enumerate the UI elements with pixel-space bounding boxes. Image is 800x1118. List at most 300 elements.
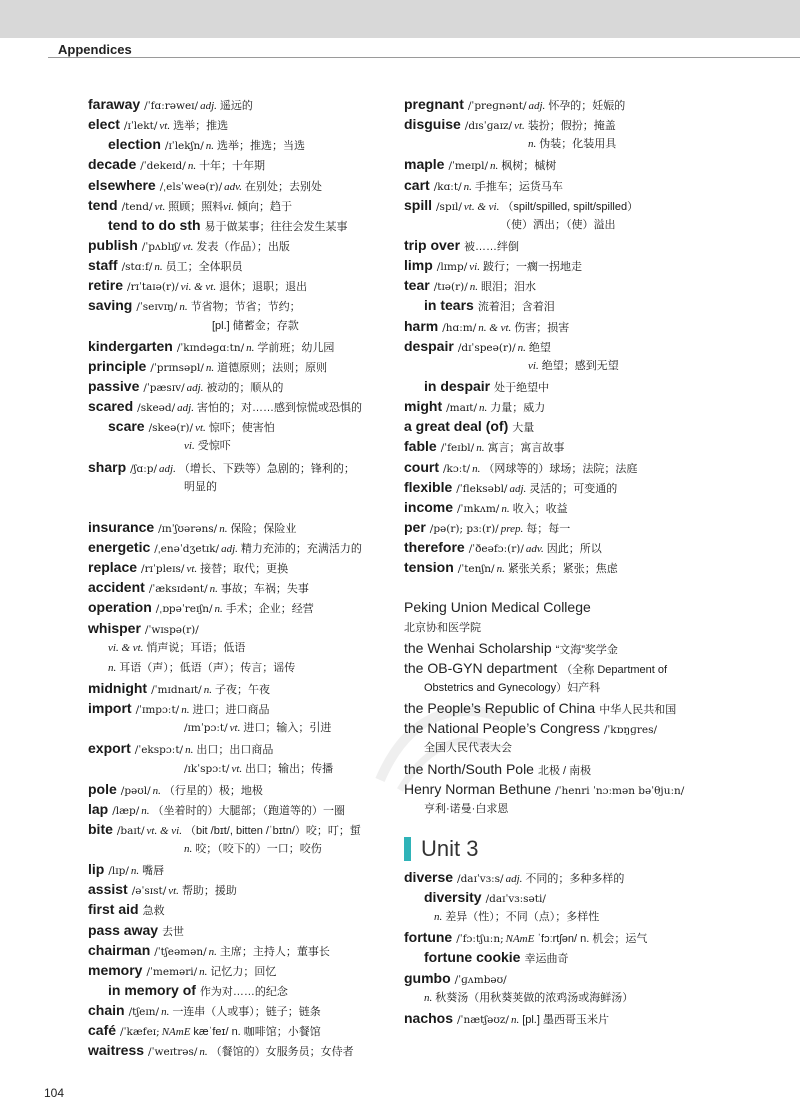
glossary-entry [88, 396, 406, 416]
headword: chairman [88, 941, 151, 958]
meaning: 子夜；午夜 [214, 683, 270, 696]
glossary-entry [88, 175, 406, 195]
glossary-entry [88, 517, 406, 537]
phonetic: /lɪmp/ [436, 261, 468, 274]
glossary-entry [88, 618, 406, 638]
meaning: “文海”奖学金 [555, 643, 618, 656]
part-of-speech: adj. [528, 100, 546, 112]
headword: therefore [404, 539, 465, 556]
phonetic: /pəʊl/ [120, 784, 151, 797]
glossary-entry [88, 537, 406, 557]
meaning: 装扮；假扮；掩盖 [527, 120, 616, 133]
meaning: 因此；所以 [546, 543, 602, 556]
entry-continuation [404, 678, 764, 698]
headword: disguise [404, 116, 461, 133]
glossary-entry [404, 235, 764, 255]
glossary-entry [88, 235, 406, 255]
meaning: 受惊吓 [197, 440, 231, 453]
part-of-speech: adj. [221, 542, 238, 555]
phonetic: /ˌenəˈdʒetɪk/ [154, 542, 220, 555]
header-rule [48, 57, 800, 58]
phonetic: /ˈɡʌmbəʊ/ [454, 973, 507, 986]
meaning: 作为对……的纪念 [199, 986, 288, 999]
headword: flexible [404, 478, 453, 495]
part-of-speech: vt. [514, 120, 525, 133]
phonetic: /baɪt/ [116, 824, 145, 837]
unit-title: Unit 3 [421, 835, 479, 861]
headword: assist [88, 881, 128, 898]
phonetic: /ˈmeɪpl/ [448, 160, 489, 173]
headword: spill [404, 196, 433, 213]
meaning: 力量；威力 [490, 402, 546, 415]
part-of-speech: vt. & vi. [463, 200, 500, 213]
meaning: 出口；输出；传播 [245, 762, 334, 775]
headword: despair [404, 337, 454, 354]
phonetic: /ˈpæsɪv/ [143, 381, 185, 394]
glossary-entry [404, 927, 764, 947]
meaning: （bit /bɪt/, bitten /ˈbɪtn/）咬；叮；蜇 [184, 824, 361, 837]
part-of-speech: prep. [500, 522, 524, 535]
headword: café [88, 1022, 117, 1039]
part-of-speech: n. [510, 1013, 520, 1026]
phonetic: /ˈðeəfɔː(r)/ [468, 543, 524, 556]
phonetic: /ˈkæfeɪ; [120, 1026, 160, 1039]
meaning: 被……绊倒 [464, 240, 520, 253]
meaning: （行星的）极；地极 [163, 784, 263, 797]
headword: fortune cookie [424, 949, 521, 966]
headword: tear [404, 277, 430, 294]
proper-noun-entry [404, 718, 764, 738]
glossary-entry [404, 94, 764, 114]
section-gap [404, 577, 764, 597]
glossary-entry [88, 94, 406, 114]
meaning: 收入；收益 [512, 502, 568, 515]
headword: sharp [88, 458, 127, 475]
glossary-entry [88, 134, 406, 154]
meaning: [pl.] 墨西哥玉米片 [522, 1013, 609, 1026]
meaning: 伤害；损害 [514, 321, 570, 334]
phonetic: /ˈɪnkʌm/ [457, 502, 500, 515]
part-of-speech: NAmE [505, 933, 535, 946]
meaning: 亨利·诺曼·白求恩 [424, 802, 509, 815]
part-of-speech: adj. [505, 872, 523, 885]
meaning: ˈfɔːrtʃən/ n. 机会；运气 [537, 933, 648, 946]
part-of-speech: vi. [223, 200, 234, 213]
part-of-speech: n. [478, 402, 488, 415]
part-of-speech: n. [187, 160, 197, 173]
part-of-speech: adv. [224, 180, 242, 193]
headword: per [404, 518, 426, 535]
glossary-entry [88, 577, 406, 597]
headword: election [108, 136, 161, 153]
meaning: 伪装；化装用具 [539, 138, 617, 151]
meaning: 易于做某事；往往会发生某事 [204, 220, 348, 233]
phonetic: /ɪnˈʃʊərəns/ [158, 522, 218, 535]
glossary-entry [404, 416, 764, 436]
meaning: 悄声说；耳语；低语 [146, 641, 246, 654]
meaning: 道德原则；法则；原则 [217, 361, 328, 374]
phonetic: /maɪt/ [446, 402, 477, 415]
phonetic: /dɪˈspeə(r)/ [457, 341, 516, 354]
glossary-entry [88, 154, 406, 174]
headword: pass away [88, 921, 159, 938]
part-of-speech: n. [496, 563, 505, 576]
phonetic: /ˈhenri ˈnɔːmən bəˈθjuːn/ [555, 784, 685, 797]
entry-continuation [404, 215, 764, 235]
meaning: 手推车；运货马车 [474, 180, 563, 193]
phonetic: /ˈæksɪdənt/ [148, 583, 208, 596]
entry-continuation [404, 738, 764, 758]
part-of-speech: n. [179, 301, 188, 314]
glossary-entry [404, 436, 764, 456]
headword: staff [88, 257, 118, 274]
meaning: kæˈfeɪ/ n. 咖啡馆；小餐馆 [193, 1026, 321, 1039]
phonetic: /əˈsɪst/ [131, 885, 167, 898]
headword: fable [404, 438, 437, 455]
glossary-entry [88, 920, 406, 940]
part-of-speech: vt. [168, 885, 179, 898]
part-of-speech: vi. & vt. [108, 641, 144, 654]
glossary-entry [88, 275, 406, 295]
headword: trip over [404, 236, 461, 253]
headword: in tears [424, 297, 474, 314]
proper-noun-entry [404, 597, 764, 617]
headword: waitress [88, 1042, 145, 1059]
meaning: 全国人民代表大会 [424, 742, 512, 755]
phonetic: /ɪˈlekt/ [123, 120, 158, 133]
meaning: 北极 / 南极 [537, 764, 592, 777]
meaning: 耳语（声）；低语（声）；传言；谣传 [119, 661, 296, 674]
entry-continuation [88, 316, 406, 336]
meaning: 幸运曲奇 [524, 953, 569, 966]
part-of-speech: n. [205, 361, 215, 374]
part-of-speech: n. [203, 683, 212, 696]
meaning: 选举；推选；当选 [217, 140, 306, 153]
part-of-speech: n. [185, 744, 194, 757]
glossary-entry [404, 195, 764, 215]
meaning: 差异（性）；不同（点）；多样性 [445, 911, 600, 924]
section-title: Appendices [58, 42, 132, 57]
meaning: 害怕的；对……感到惊慌或恐惧的 [196, 402, 362, 415]
proper-noun-entry [404, 698, 764, 718]
meaning: 退休；退职；退出 [219, 281, 308, 294]
headword: maple [404, 156, 445, 173]
headword: replace [88, 559, 138, 576]
glossary-entry [404, 275, 764, 295]
meaning: 怀孕的；妊娠的 [548, 100, 626, 112]
glossary-entry [404, 537, 764, 557]
part-of-speech: n. [469, 281, 479, 294]
glossary-entry [88, 597, 406, 617]
headword: decade [88, 156, 137, 173]
phonetic: /ˌelsˈweə(r)/ [159, 180, 223, 193]
phonetic: /ˈprɪnsəpl/ [150, 361, 204, 374]
meaning: 中华人民共和国 [599, 704, 677, 717]
page-number: 104 [44, 1086, 65, 1100]
glossary-entry [88, 195, 406, 215]
proper-noun: the National People’s Congress [404, 720, 600, 737]
glossary-entry [404, 295, 764, 315]
part-of-speech: vt. [159, 120, 171, 133]
meaning: 惊吓；使害怕 [208, 422, 275, 435]
glossary-entry [404, 968, 764, 988]
entry-continuation [404, 907, 764, 927]
headword: pregnant [404, 96, 464, 112]
glossary-entry [88, 738, 406, 758]
phonetic: /ˈpʌblɪʃ/ [141, 240, 181, 253]
glossary-entry [88, 678, 406, 698]
meaning: 手术；企业；经营 [225, 603, 314, 616]
headword: tension [404, 559, 454, 576]
headword: chain [88, 1002, 125, 1019]
glossary-entry [88, 1000, 406, 1020]
part-of-speech: vt. & vi. [146, 824, 182, 837]
meaning: 主席；主持人；董事长 [219, 945, 330, 958]
part-of-speech: n. [108, 661, 117, 674]
meaning: （增长、下跌等）急剧的；锋利的； [178, 462, 355, 475]
part-of-speech: n. [219, 522, 228, 535]
glossary-entry [404, 867, 764, 887]
part-of-speech: adj. [200, 100, 217, 112]
section-gap [88, 497, 406, 517]
proper-noun: Peking Union Medical College [404, 599, 591, 616]
entry-continuation [88, 839, 406, 859]
meaning: 事故；车祸；失事 [220, 583, 309, 596]
meaning: 帮助；援助 [181, 885, 237, 898]
part-of-speech: vt. [182, 240, 194, 253]
glossary-entry [404, 376, 764, 396]
headword: diversity [424, 889, 482, 906]
proper-noun: the People’s Republic of China [404, 700, 596, 717]
phonetic: /ˈkɒŋɡres/ [603, 724, 658, 737]
glossary-entry [404, 497, 764, 517]
meaning: 嘴唇 [142, 865, 165, 878]
phonetic: /lɪp/ [108, 865, 129, 878]
phonetic: /skeə(r)/ [148, 422, 194, 435]
headword: midnight [88, 679, 148, 696]
phonetic: /stɑːf/ [121, 261, 153, 274]
part-of-speech: n. [424, 991, 433, 1004]
headword: first aid [88, 901, 139, 918]
glossary-entry [88, 457, 406, 477]
meaning: 每；每一 [526, 522, 571, 535]
phonetic: /pə(r); pɜː(r)/ [429, 522, 499, 535]
part-of-speech: n. [463, 180, 472, 193]
phonetic: /ˈpreɡnənt/ [467, 100, 527, 112]
entry-continuation [404, 618, 764, 638]
part-of-speech: vi. [184, 440, 195, 453]
proper-noun-entry [404, 658, 764, 678]
part-of-speech: n. [181, 704, 190, 717]
glossary-entry [404, 114, 764, 134]
glossary-entry [88, 899, 406, 919]
part-of-speech: vi. [528, 359, 539, 372]
phonetic: /ˈfleksəbl/ [456, 482, 508, 495]
meaning: 进口；进口商品 [192, 704, 270, 717]
meaning: 学前班；幼儿园 [257, 341, 335, 354]
meaning: 记忆力；回忆 [210, 965, 277, 978]
glossary-entry [404, 947, 764, 967]
part-of-speech: n. [152, 784, 161, 797]
section-gap [404, 819, 764, 831]
glossary-entry [88, 356, 406, 376]
phonetic: /dɪsˈɡaɪz/ [464, 120, 513, 133]
phonetic: /ɪˈlekʃn/ [164, 140, 204, 153]
part-of-speech: n. [528, 138, 537, 151]
part-of-speech: n. [209, 583, 218, 596]
meaning: 遥远的 [219, 100, 253, 112]
headword: tend to do sth [108, 216, 201, 233]
glossary-entry [404, 1008, 764, 1028]
part-of-speech: vt. [231, 762, 243, 775]
entry-continuation [88, 759, 406, 779]
entry-continuation [88, 638, 406, 658]
headword: diverse [404, 868, 454, 885]
part-of-speech: vt. [186, 563, 198, 576]
headword: cart [404, 176, 430, 193]
glossary-entry [88, 557, 406, 577]
part-of-speech: vt. [154, 200, 166, 213]
glossary-entry [404, 154, 764, 174]
glossary-entry [404, 457, 764, 477]
part-of-speech: n. [141, 804, 150, 817]
meaning: 急救 [142, 905, 165, 918]
phonetic: /ˈfɑːrəweɪ/ [144, 100, 199, 112]
phonetic: /ˌɒpəˈreɪʃn/ [155, 603, 213, 616]
phonetic: /kɑːt/ [433, 180, 462, 193]
proper-noun: Henry Norman Bethune [404, 780, 552, 797]
headword: whisper [88, 619, 141, 636]
meaning: 倾向；趋于 [236, 200, 292, 213]
phonetic: /ɪmˈpɔːt/ [184, 722, 228, 735]
meaning: 绝望；感到无望 [541, 359, 619, 372]
part-of-speech: vi. & vt. [180, 281, 217, 294]
headword: accident [88, 579, 145, 596]
headword: in despair [424, 377, 491, 394]
headword: income [404, 498, 454, 515]
part-of-speech: n. [501, 502, 510, 515]
glossary-entry [88, 336, 406, 356]
meaning: 眼泪；泪水 [481, 281, 537, 294]
part-of-speech: adj. [177, 402, 194, 415]
meaning: （网球等的）球场；法院；法庭 [483, 462, 638, 475]
phonetic: /tend/ [121, 200, 153, 213]
phonetic: /ˈmeməri/ [146, 965, 198, 978]
phonetic: /ˈfeɪbl/ [440, 442, 475, 455]
headword: saving [88, 297, 133, 314]
meaning: 流着泪；含着泪 [477, 301, 555, 314]
part-of-speech: n. & vt. [478, 321, 512, 334]
glossary-entry [88, 1020, 406, 1040]
headword: scared [88, 398, 134, 415]
phonetic: /rɪˈtaɪə(r)/ [127, 281, 179, 294]
headword: elect [88, 116, 120, 133]
part-of-speech: n. [490, 160, 499, 173]
headword: lip [88, 861, 105, 878]
phonetic: /ˈnætʃəʊz/ [457, 1013, 509, 1026]
meaning: 灵活的；可变通的 [529, 482, 618, 495]
headword: lap [88, 800, 109, 817]
part-of-speech: n. [434, 911, 443, 924]
meaning: 去世 [162, 925, 185, 938]
part-of-speech: adj. [509, 482, 527, 495]
glossary-entry [88, 879, 406, 899]
meaning: 照顾；照料 [168, 200, 224, 213]
entry-continuation [404, 356, 764, 376]
meaning: 枫树；槭树 [501, 160, 557, 173]
phonetic: /læp/ [112, 804, 140, 817]
headword: memory [88, 961, 143, 978]
meaning: 发表（作品）；出版 [196, 240, 290, 253]
meaning: 出口；出口商品 [196, 744, 274, 757]
phonetic: /ˈweɪtrəs/ [148, 1046, 198, 1059]
glossary-entry [88, 819, 406, 839]
phonetic: /ˈfɔːtʃuːn; [456, 933, 504, 946]
part-of-speech: vi. [469, 261, 480, 274]
part-of-speech: n. [184, 843, 193, 856]
phonetic: /ˈkɪndəɡɑːtn/ [176, 341, 245, 354]
glossary-entry [404, 887, 764, 907]
entry-continuation [88, 718, 406, 738]
unit-marker-bar [404, 837, 411, 861]
headword: harm [404, 317, 439, 334]
glossary-column-left [88, 94, 406, 1061]
glossary-entry [88, 859, 406, 879]
part-of-speech: n. [205, 140, 215, 153]
headword: import [88, 700, 132, 717]
meaning: （全称 Department of [561, 663, 668, 676]
headword: fortune [404, 929, 453, 946]
meaning: 不同的；多种多样的 [525, 872, 625, 885]
meaning: 员工；全体职员 [165, 261, 243, 274]
glossary-entry [88, 799, 406, 819]
entry-continuation [88, 477, 406, 497]
headword: court [404, 458, 439, 475]
headword: in memory of [108, 982, 196, 999]
glossary-entry [404, 517, 764, 537]
unit-heading [404, 831, 764, 867]
phonetic: /tɪə(r)/ [433, 281, 468, 294]
meaning: 北京协和医学院 [404, 621, 481, 634]
meaning: 保险；保险业 [230, 522, 297, 535]
headword: passive [88, 377, 140, 394]
phonetic: /rɪˈpleɪs/ [141, 563, 185, 576]
part-of-speech: n. [476, 442, 485, 455]
glossary-entry [88, 940, 406, 960]
glossary-entry [404, 336, 764, 356]
part-of-speech: adj. [186, 381, 204, 394]
top-band [0, 0, 800, 38]
phonetic: /kɔːt/ [443, 462, 471, 475]
proper-noun: the OB-GYN department [404, 659, 558, 676]
meaning: 被动的；顺从的 [206, 381, 284, 394]
meaning: 大量 [512, 422, 535, 435]
phonetic: /ʃɑːp/ [130, 462, 158, 475]
meaning: （使）洒出；（使）溢出 [500, 218, 616, 231]
glossary-column-right [404, 94, 764, 1028]
meaning: 十年；十年期 [199, 160, 266, 173]
headword: tend [88, 196, 118, 213]
phonetic: /ˈtʃeəmən/ [154, 945, 207, 958]
phonetic: /daɪˈvɜːs/ [457, 872, 504, 885]
meaning: 选举；推选 [173, 120, 229, 133]
headword: insurance [88, 518, 155, 535]
headword: bite [88, 820, 113, 837]
entry-continuation [404, 988, 764, 1008]
proper-noun: the Wenhai Scholarship [404, 639, 552, 656]
meaning: 咬；（咬下的）一口；咬伤 [195, 843, 322, 856]
part-of-speech: n. [154, 261, 163, 274]
